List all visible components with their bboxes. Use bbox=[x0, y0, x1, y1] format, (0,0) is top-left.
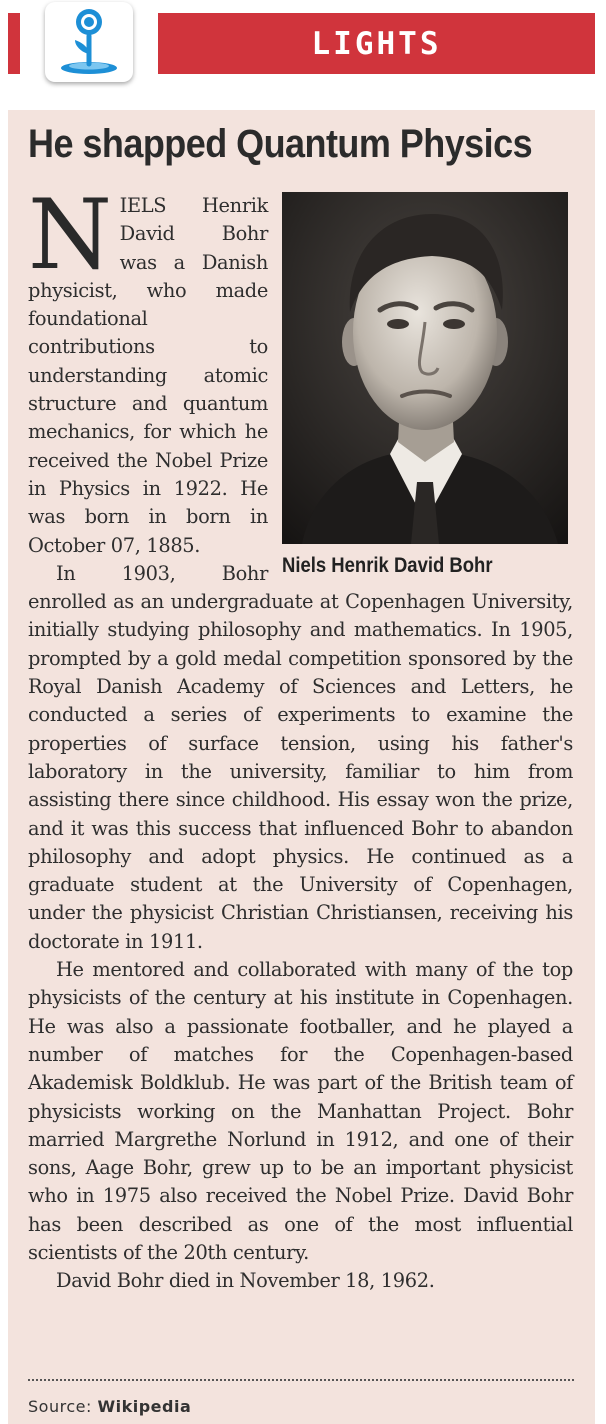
paragraph-2: In 1903, Bohr enrolled as an undergraduate at Copenhagen University, initially studying philosophy and mathematics. In 1905, prompted by a gold medal competition sponsored by the Royal Danish Academy of Sciences and Letters, he conducted a series of experiments to examine the properties of surface tension, using his father's laboratory in the university, familiar to him from assisting there since childhood. His essay won the prize, and it was this success that influenced Bohr to abandon philosophy and adopt physics. He continued as a graduate student at the University of Copenhagen, under the physicist Christian Christiansen, receiving his doctorate in 1911. bbox=[28, 561, 573, 953]
source-name[interactable]: Wikipedia bbox=[97, 1397, 192, 1416]
source-label: Source: bbox=[28, 1397, 92, 1416]
drop-cap: N bbox=[28, 179, 112, 291]
section-logo bbox=[45, 2, 133, 82]
photo-caption: Niels Henrik David Bohr bbox=[282, 554, 493, 577]
dotted-divider bbox=[28, 1379, 574, 1381]
paragraph-1-text: IELS Henrik David Bohr was a Danish physicist, who made foundational contributions to understanding atomic structure and quantum mechanics, for which he received the Nobel Prize in Physics in 1922. He was born in born in October 07, 1885. bbox=[28, 194, 268, 557]
paragraph-3: He mentored and collaborated with many of the top physicists of the century at his institute in Copenhagen. He was also a passionate footballer, and he played a number of matches for the Copenhagen-based Akademisk Boldklub. He was part of the British team of physicists working on the Manhattan Project. Bohr married Margrethe Norlund in 1912, and one of their sons, Aage Bohr, grew up to be an important physicist who in 1975 also received the Nobel Prize. David Bohr has been described as one of the most influential scientists of the 20th century. bbox=[28, 958, 573, 1264]
portrait-figure bbox=[282, 192, 574, 578]
article-body bbox=[28, 179, 573, 1296]
paragraph-4: David Bohr died in November 18, 1962. bbox=[56, 1269, 435, 1293]
article-headline: He shapped Quantum Physics bbox=[28, 122, 533, 166]
section-label: LIGHTS bbox=[311, 25, 442, 62]
source-credit bbox=[28, 1397, 191, 1416]
section-banner bbox=[158, 13, 595, 74]
article-panel bbox=[8, 110, 595, 1424]
flower-bulb-icon bbox=[45, 2, 133, 82]
header-accent-bar bbox=[8, 13, 20, 74]
portrait-photo bbox=[282, 192, 568, 544]
